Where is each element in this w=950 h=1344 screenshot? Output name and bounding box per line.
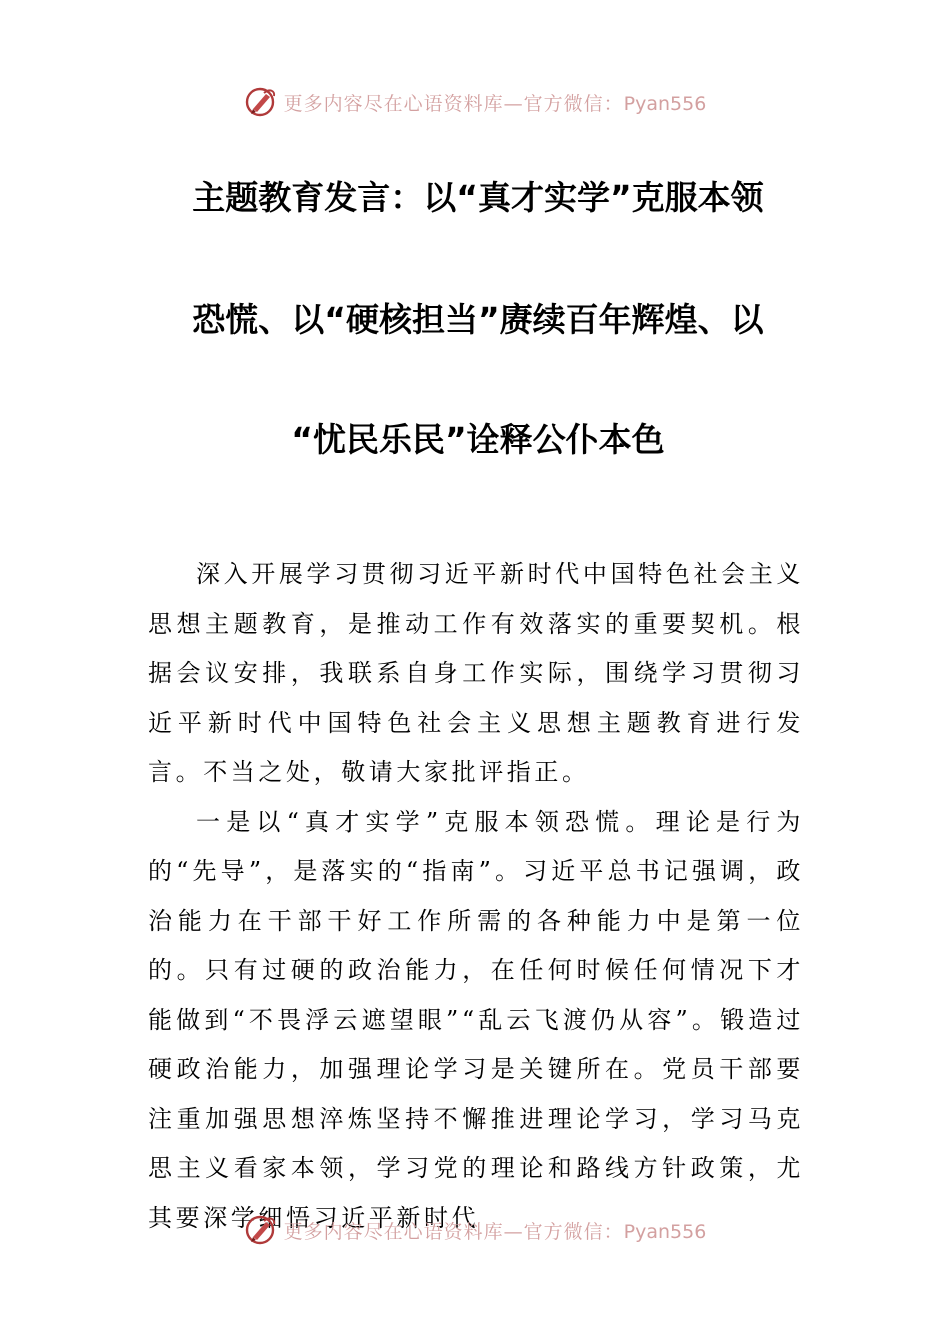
paragraph-intro: 深入开展学习贯彻习近平新时代中国特色社会主义思想主题教育，是推动工作有效落实的重要契机。根据会议安排，我联系自身工作实际，围绕学习贯彻习近平新时代中国特色社会主义思想主题教育进行发言。不当之处，敬请大家批评指正。 [148, 560, 804, 786]
pen-logo-icon [244, 1213, 278, 1247]
watermark-header [0, 82, 950, 122]
document-title-line-1: 主题教育发言：以“真才实学”克服本领 [192, 178, 764, 217]
watermark-footer [0, 1210, 950, 1250]
paragraph-point-one: 一是以“真才实学”克服本领恐慌。理论是行为的“先导”，是落实的“指南”。习近平总书记强调，政治能力在干部干好工作所需的各种能力中是第一位的。只有过硬的政治能力，在任何时候任何情况下才能做到“不畏浮云遮望眼”“乱云飞渡仍从容”。锻造过硬政治能力，加强理论学习是关键所在。党员干部要注重加强思想淬炼坚持不懈推进理论学习，学习马克思主义看家本领，学习党的理论和路线方针政策，尤其要深学细悟习近平新时代 [148, 807, 804, 1232]
watermark-text: 更多内容尽在心语资料库—官方微信：Pyan556 [283, 1220, 707, 1243]
document-body [148, 550, 804, 1243]
document-title-line-2: 恐慌、以“硬核担当”赓续百年辉煌、以 [192, 300, 764, 339]
watermark-text: 更多内容尽在心语资料库—官方微信：Pyan556 [283, 92, 707, 115]
document-title-line-3: “忧民乐民”诠释公仆本色 [291, 420, 665, 459]
pen-logo-icon [244, 85, 278, 119]
